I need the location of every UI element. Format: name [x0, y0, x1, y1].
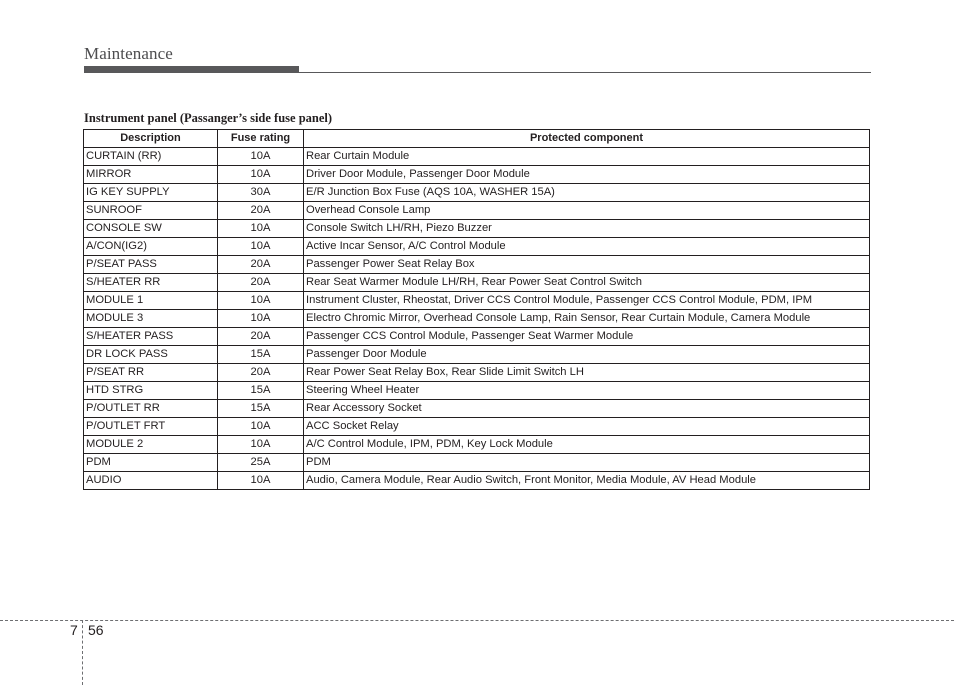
cell-fuse-rating: 10A [218, 472, 304, 490]
cell-description: P/SEAT PASS [84, 256, 218, 274]
cell-protected-component: Steering Wheel Heater [304, 382, 870, 400]
cell-fuse-rating: 20A [218, 364, 304, 382]
cell-fuse-rating: 10A [218, 148, 304, 166]
section-title: Instrument panel (Passanger’s side fuse panel) [84, 111, 333, 125]
cell-description: DR LOCK PASS [84, 346, 218, 364]
cell-protected-component: Driver Door Module, Passenger Door Module [304, 166, 870, 184]
cell-description: P/OUTLET RR [84, 400, 218, 418]
table-body [84, 148, 870, 490]
cell-protected-component: Passenger CCS Control Module, Passenger Seat Warmer Module [304, 328, 870, 346]
cell-description: CONSOLE SW [84, 220, 218, 238]
cell-protected-component: Rear Curtain Module [304, 148, 870, 166]
table-row [84, 184, 870, 202]
table-row [84, 220, 870, 238]
cell-protected-component: Overhead Console Lamp [304, 202, 870, 220]
cell-fuse-rating: 15A [218, 400, 304, 418]
cell-description: MIRROR [84, 166, 218, 184]
cell-description: MODULE 1 [84, 292, 218, 310]
page-number: 56 [88, 622, 104, 638]
cell-fuse-rating: 10A [218, 238, 304, 256]
table-row [84, 346, 870, 364]
cell-protected-component: Passenger Power Seat Relay Box [304, 256, 870, 274]
table-row [84, 454, 870, 472]
table-row [84, 436, 870, 454]
cell-protected-component: Audio, Camera Module, Rear Audio Switch, Front Monitor, Media Module, AV Head Module [304, 472, 870, 490]
table-row [84, 292, 870, 310]
cell-fuse-rating: 20A [218, 256, 304, 274]
table-row [84, 238, 870, 256]
cell-fuse-rating: 10A [218, 310, 304, 328]
cell-fuse-rating: 30A [218, 184, 304, 202]
cell-fuse-rating: 10A [218, 418, 304, 436]
table-row [84, 418, 870, 436]
page-header-title: Maintenance [84, 44, 173, 63]
table-row [84, 400, 870, 418]
cell-description: CURTAIN (RR) [84, 148, 218, 166]
table-row [84, 274, 870, 292]
cell-fuse-rating: 25A [218, 454, 304, 472]
cell-description: MODULE 2 [84, 436, 218, 454]
cell-protected-component: Instrument Cluster, Rheostat, Driver CCS Control Module, Passenger CCS Control Module, PDM, IPM [304, 292, 870, 310]
cell-fuse-rating: 10A [218, 166, 304, 184]
cell-description: A/CON(IG2) [84, 238, 218, 256]
cell-protected-component: Active Incar Sensor, A/C Control Module [304, 238, 870, 256]
cell-protected-component: Console Switch LH/RH, Piezo Buzzer [304, 220, 870, 238]
fuse-table [83, 129, 870, 490]
cell-description: PDM [84, 454, 218, 472]
cell-protected-component: Rear Accessory Socket [304, 400, 870, 418]
table-row [84, 256, 870, 274]
cell-description: HTD STRG [84, 382, 218, 400]
header-rule [299, 72, 871, 73]
cell-fuse-rating: 15A [218, 382, 304, 400]
column-header-protected-component: Protected component [304, 130, 870, 148]
cell-fuse-rating: 20A [218, 202, 304, 220]
cell-fuse-rating: 10A [218, 292, 304, 310]
column-header-fuse-rating: Fuse rating [218, 130, 304, 148]
table-row [84, 382, 870, 400]
cell-fuse-rating: 15A [218, 346, 304, 364]
cell-description: IG KEY SUPPLY [84, 184, 218, 202]
cell-protected-component: Electro Chromic Mirror, Overhead Console Lamp, Rain Sensor, Rear Curtain Module, Camera Module [304, 310, 870, 328]
cell-description: SUNROOF [84, 202, 218, 220]
cell-fuse-rating: 10A [218, 436, 304, 454]
cell-description: AUDIO [84, 472, 218, 490]
cell-fuse-rating: 10A [218, 220, 304, 238]
table-row [84, 328, 870, 346]
cell-protected-component: PDM [304, 454, 870, 472]
cell-protected-component: A/C Control Module, IPM, PDM, Key Lock Module [304, 436, 870, 454]
cell-protected-component: ACC Socket Relay [304, 418, 870, 436]
table-row [84, 310, 870, 328]
cell-description: MODULE 3 [84, 310, 218, 328]
header-accent-bar [84, 66, 299, 73]
footer-page-separator [82, 620, 83, 685]
cell-description: S/HEATER PASS [84, 328, 218, 346]
cell-description: P/OUTLET FRT [84, 418, 218, 436]
chapter-number: 7 [70, 622, 78, 638]
column-header-description: Description [84, 130, 218, 148]
cell-protected-component: Rear Power Seat Relay Box, Rear Slide Limit Switch LH [304, 364, 870, 382]
cell-protected-component: E/R Junction Box Fuse (AQS 10A, WASHER 15A) [304, 184, 870, 202]
cell-protected-component: Passenger Door Module [304, 346, 870, 364]
footer-divider [0, 620, 954, 621]
table-row [84, 166, 870, 184]
table-row [84, 202, 870, 220]
table-row [84, 148, 870, 166]
cell-protected-component: Rear Seat Warmer Module LH/RH, Rear Power Seat Control Switch [304, 274, 870, 292]
cell-description: S/HEATER RR [84, 274, 218, 292]
table-header-row [84, 130, 870, 148]
table-row [84, 472, 870, 490]
cell-description: P/SEAT RR [84, 364, 218, 382]
cell-fuse-rating: 20A [218, 274, 304, 292]
table-row [84, 364, 870, 382]
cell-fuse-rating: 20A [218, 328, 304, 346]
